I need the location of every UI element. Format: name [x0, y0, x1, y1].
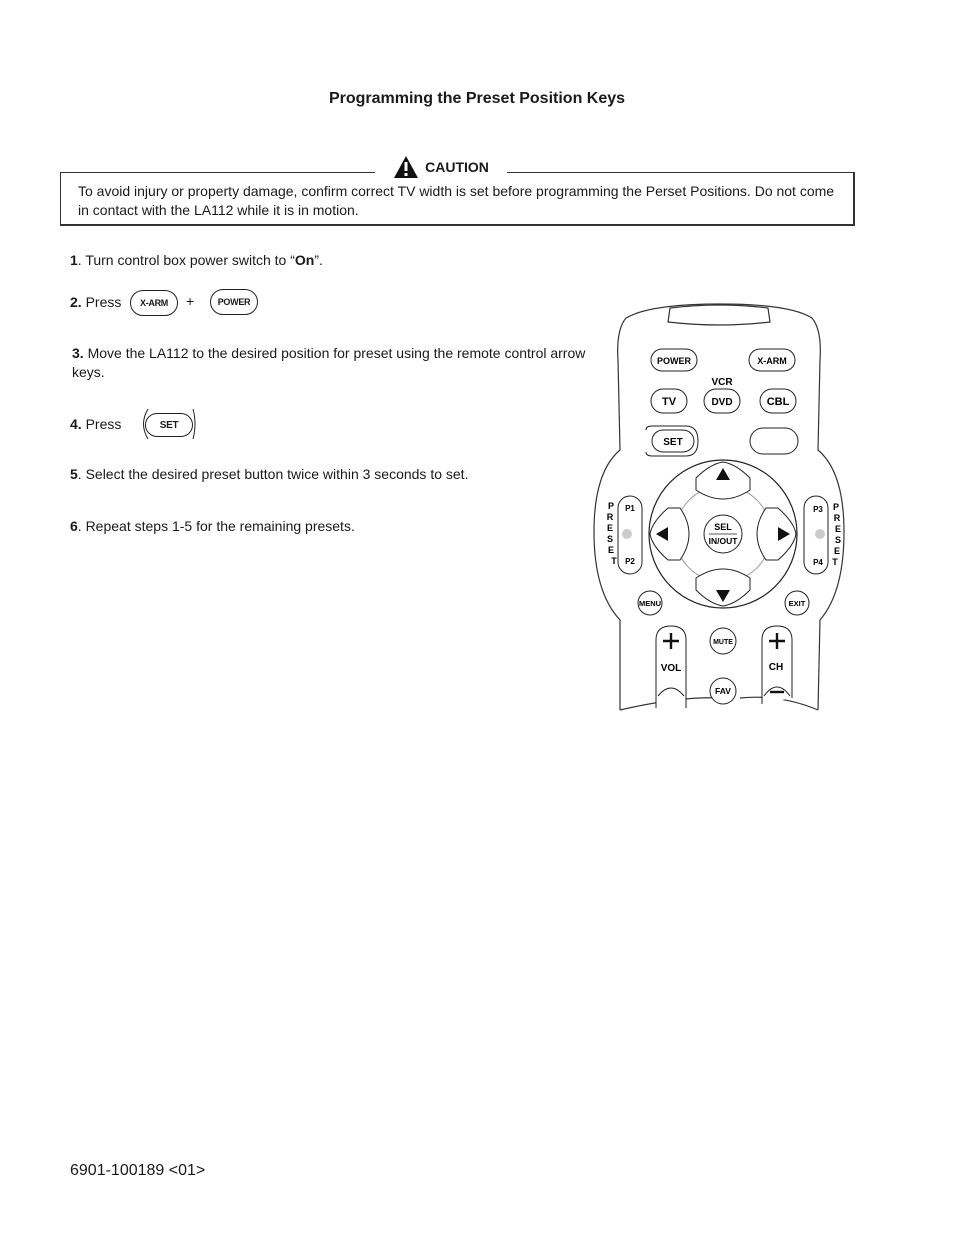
set-key: SET: [145, 413, 193, 437]
p2-label: P2: [625, 557, 635, 566]
preset-letter: E: [834, 524, 842, 534]
step-number: 6: [70, 518, 78, 534]
preset-letter: S: [606, 534, 614, 544]
step-number: 2.: [70, 294, 82, 310]
preset-left-letters: [607, 501, 618, 566]
preset-letter: S: [834, 535, 842, 545]
power-key: POWER: [210, 289, 258, 315]
step-text: . Repeat steps 1-5 for the remaining presets.: [77, 518, 355, 534]
caution-header: [375, 152, 507, 182]
preset-letter: T: [832, 557, 838, 567]
ch-rocker: [762, 626, 792, 704]
x-arm-button: [749, 349, 795, 371]
step-text: . Turn control box power switch to “: [77, 252, 295, 268]
set-button: [646, 426, 698, 456]
vol-rocker: [656, 626, 686, 708]
preset-letter: R: [606, 512, 614, 522]
vcr-label: VCR: [711, 377, 733, 388]
step-6: [70, 517, 355, 536]
step-5: [70, 465, 468, 484]
page-title: Programming the Preset Position Keys: [328, 90, 626, 107]
preset-letter: E: [606, 523, 614, 533]
mute-label: MUTE: [713, 639, 733, 646]
preset-right-group: [804, 496, 828, 574]
down-arrow-button: [696, 569, 750, 606]
preset-letter: R: [833, 513, 841, 523]
up-arrow-button: [696, 462, 750, 499]
preset-letter: E: [607, 545, 615, 555]
power-button-label: POWER: [656, 356, 692, 366]
p3-label: P3: [813, 505, 823, 514]
tv-button: [651, 389, 687, 413]
preset-indicator: [622, 529, 632, 539]
step-number: 1: [70, 252, 78, 268]
preset-left-group: [618, 496, 642, 574]
step-number: 3.: [72, 345, 84, 361]
step-number: 5: [70, 466, 78, 482]
preset-right-letters: [832, 502, 841, 567]
preset-letter: P: [832, 502, 840, 512]
dvd-button-label: DVD: [711, 397, 733, 408]
vol-label: VOL: [660, 663, 682, 674]
step-text: . Select the desired preset button twice within 3 seconds to set.: [77, 466, 469, 482]
preset-letter: E: [833, 546, 841, 556]
fav-label: FAV: [715, 686, 731, 696]
cbl-button-label: CBL: [766, 396, 790, 408]
step-emphasis: On: [294, 252, 315, 268]
right-arrow-button: [757, 508, 796, 560]
step-number: 4.: [70, 416, 82, 432]
step-text-end: ”.: [314, 252, 323, 268]
step-3: [72, 344, 592, 382]
menu-label: MENU: [638, 599, 662, 608]
menu-button: [638, 591, 662, 615]
fav-button: [710, 678, 736, 704]
cbl-button: [760, 389, 796, 413]
preset-letter: P: [607, 501, 615, 511]
remote-control: [590, 300, 850, 720]
exit-button: [785, 591, 809, 615]
left-arrow-button: [650, 508, 689, 560]
sel-label: SEL: [714, 522, 732, 532]
p1-label: P1: [625, 504, 635, 513]
mute-button: [710, 628, 736, 654]
exit-label: EXIT: [788, 599, 806, 608]
step-4: [70, 415, 121, 434]
step-text: Press: [81, 416, 122, 432]
warning-icon: [393, 155, 419, 179]
sel-button: [704, 515, 742, 553]
set-button-label: SET: [663, 437, 683, 448]
caution-label: CAUTION: [425, 159, 489, 175]
plus-sign: +: [186, 293, 195, 309]
blank-button: [750, 428, 798, 454]
step-text: Press: [81, 294, 122, 310]
inout-label: IN/OUT: [708, 536, 738, 546]
step-1: [70, 251, 323, 270]
x-arm-key: X-ARM: [130, 290, 178, 316]
document-number: 6901-100189 <01>: [70, 1162, 206, 1179]
dvd-button: [704, 389, 740, 413]
tv-button-label: TV: [661, 396, 677, 408]
ch-label: CH: [768, 662, 784, 673]
preset-indicator: [815, 529, 825, 539]
step-text: Move the LA112 to the desired position for preset using the remote control arrow keys.: [72, 345, 586, 380]
power-button: [651, 349, 697, 371]
p4-label: P4: [813, 558, 823, 567]
x-arm-button-label: X-ARM: [757, 356, 787, 366]
caution-text: To avoid injury or property damage, confirm correct TV width is set before programming the Perset Positions. Do not come in contact with the LA112 while it is in motion.: [78, 183, 835, 218]
ir-window: [668, 305, 770, 325]
step-2: [70, 293, 121, 312]
preset-letter: T: [611, 556, 617, 566]
